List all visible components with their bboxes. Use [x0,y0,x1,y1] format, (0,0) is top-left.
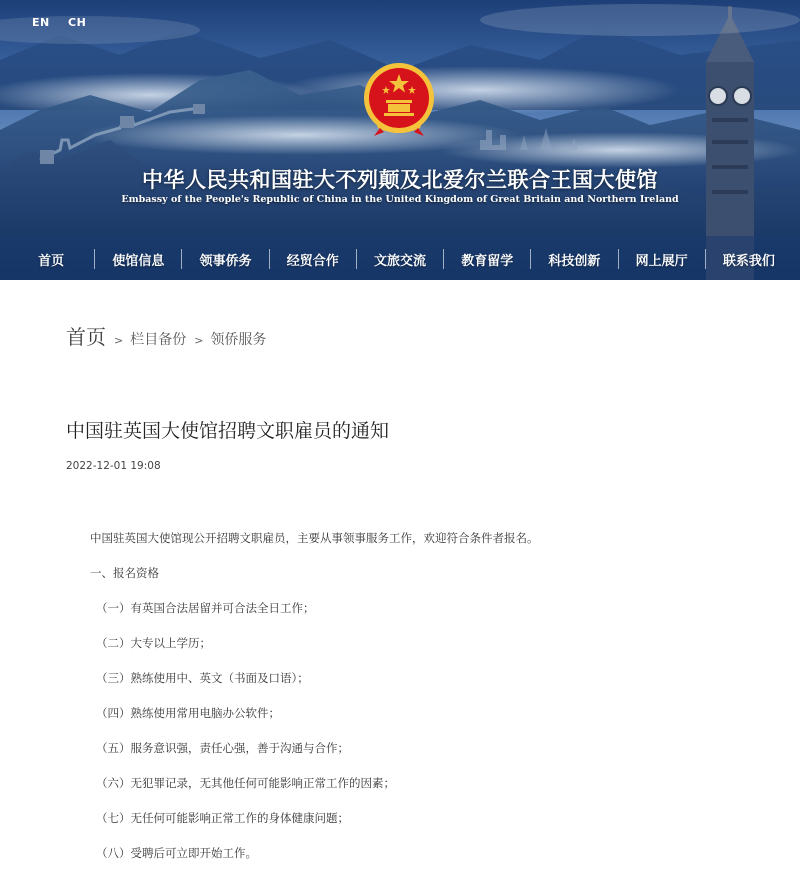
article-title: 中国驻英国大使馆招聘文职雇员的通知 [66,420,390,442]
breadcrumb [66,321,734,350]
breadcrumb-home-link[interactable]: 首页 [66,325,106,349]
nav-item-trade[interactable]: 经贸合作 [286,253,339,269]
section-heading: 一、报名资格 [90,566,159,580]
article-date: 2022-12-01 19:08 [66,460,161,472]
requirement-item: （二）大专以上学历； [96,636,211,650]
requirement-item: （七）无任何可能影响正常工作的身体健康问题； [96,811,349,825]
breadcrumb-separator: > [114,334,124,347]
header-banner [0,0,800,280]
requirement-item: （四）熟练使用常用电脑办公软件； [96,706,280,720]
site-title-cn: 中华人民共和国驻大不列颠及北爱尔兰联合王国大使馆 [142,167,658,192]
lang-ch-link[interactable]: CH [68,16,87,29]
nav-item-home[interactable]: 首页 [38,253,65,269]
nav-item-embassy-info[interactable]: 使馆信息 [112,253,165,269]
nav-item-exhibition[interactable]: 网上展厅 [635,253,688,269]
nav-item-culture[interactable]: 文旅交流 [373,253,426,269]
requirement-item: （六）无犯罪记录，无其他任何可能影响正常工作的因素； [96,776,395,790]
breadcrumb-separator: > [194,334,204,347]
breadcrumb-link-consular-service[interactable]: 领侨服务 [210,332,267,348]
article-body [66,531,734,869]
nav-item-science[interactable]: 科技创新 [548,253,601,269]
nav-item-education[interactable]: 教育留学 [461,253,514,269]
requirement-item: （八）受聘后可立即开始工作。 [96,846,257,860]
site-title-en: Embassy of the People's Republic of China in the United Kingdom of Great Britain and Northern Ireland [121,194,679,205]
breadcrumb-link-backup[interactable]: 栏目备份 [130,332,187,348]
national-emblem-icon [362,62,436,138]
requirement-item: （五）服务意识强，责任心强，善于沟通与合作； [96,741,349,755]
nav-item-contact[interactable]: 联系我们 [722,253,775,269]
banner-landscape [0,0,800,280]
lang-en-link[interactable]: EN [32,16,50,29]
requirement-item: （三）熟练使用中、英文（书面及口语）； [96,671,309,685]
main-content [0,321,800,869]
main-nav [0,240,800,278]
requirement-item: （一）有英国合法居留并可合法全日工作； [96,601,315,615]
nav-item-consular[interactable]: 领事侨务 [199,253,252,269]
article-intro: 中国驻英国大使馆现公开招聘文职雇员，主要从事领事服务工作，欢迎符合条件者报名。 [90,531,539,545]
